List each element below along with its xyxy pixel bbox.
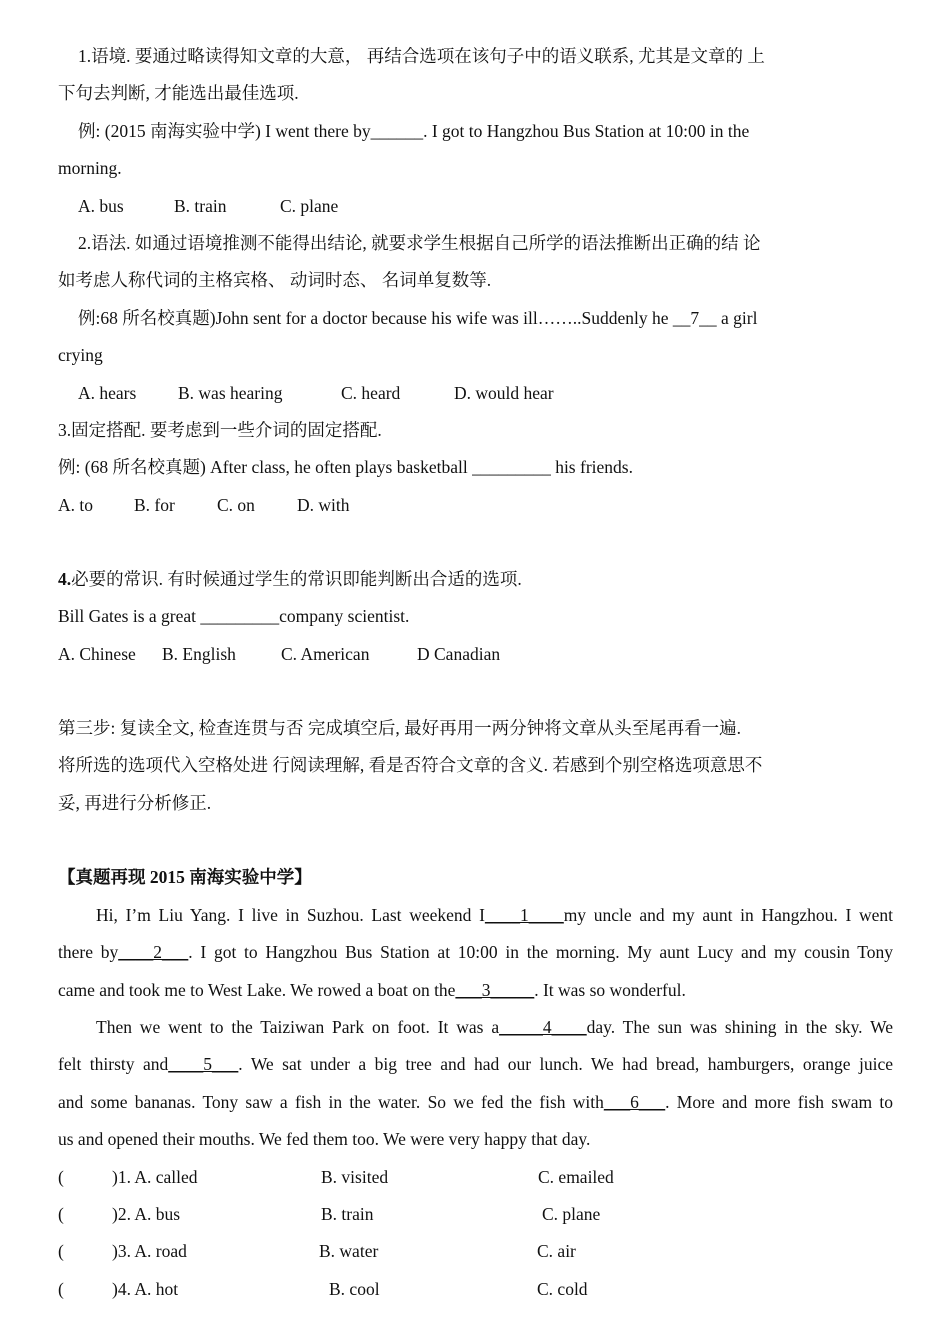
blank-3: ___3_____ bbox=[455, 980, 535, 1000]
s4-option-c: C. American bbox=[281, 644, 370, 664]
s2-option-c: C. heard bbox=[341, 383, 401, 403]
question-2-option-b: B. train bbox=[321, 1204, 374, 1224]
s4-option-a: A. Chinese bbox=[58, 644, 136, 664]
s2-example-cont: crying bbox=[58, 345, 103, 365]
s2-line1: 2.语法. 如通过语境推测不能得出结论, 就要求学生根据自己所学的语法推断出正确的结 论 bbox=[78, 233, 761, 253]
passage-text: and some bananas. Tony saw a fish in the water. So we fed the fish with bbox=[58, 1092, 604, 1112]
passage-text: Hi, I’m Liu Yang. I live in Suzhou. Last weekend I bbox=[96, 905, 485, 925]
s4-option-d: D Canadian bbox=[417, 644, 501, 664]
blank-5: ____5___ bbox=[168, 1054, 239, 1074]
blank-4: _____4____ bbox=[499, 1017, 587, 1037]
s3-option-a: A. to bbox=[58, 495, 93, 515]
question-3-option-c: C. air bbox=[537, 1241, 576, 1261]
s4-text: 必要的常识. 有时候通过学生的常识即能判断出合适的选项. bbox=[71, 569, 522, 589]
passage-p2-line3 bbox=[58, 1091, 893, 1113]
s2-option-d: D. would hear bbox=[454, 383, 554, 403]
step3-line3: 妥, 再进行分析修正. bbox=[58, 793, 212, 813]
question-3-option-b: B. water bbox=[319, 1241, 379, 1261]
passage-text: felt thirsty and bbox=[58, 1054, 169, 1074]
s2-example-blank: __7__ a girl bbox=[672, 308, 758, 328]
s2-example bbox=[78, 307, 757, 329]
question-4-option-a: )4. A. hot bbox=[112, 1279, 179, 1299]
question-2-option-a: )2. A. bus bbox=[112, 1204, 181, 1224]
question-4-paren: ( bbox=[58, 1279, 64, 1299]
s4-number: 4. bbox=[58, 569, 72, 589]
passage-p2-line4: us and opened their mouths. We fed them too. We were very happy that day. bbox=[58, 1129, 591, 1149]
s1-option-a: A. bus bbox=[78, 196, 124, 216]
passage-p1-line1 bbox=[96, 904, 893, 926]
passage-text: day. The sun was shining in the sky. We bbox=[586, 1017, 893, 1037]
question-1-option-c: C. emailed bbox=[538, 1167, 614, 1187]
s3-example: 例: (68 所名校真题) After class, he often plays basketball _________ his friends. bbox=[58, 457, 633, 477]
passage-text: my uncle and my aunt in Hangzhou. I went bbox=[563, 905, 893, 925]
s2-line2: 如考虑人称代词的主格宾格、 动词时态、 名词单复数等. bbox=[58, 270, 492, 290]
question-1-option-a: )1. A. called bbox=[112, 1167, 198, 1187]
step3-line1: 第三步: 复读全文, 检查连贯与否 完成填空后, 最好再用一两分钟将文章从头至尾再看一遍. bbox=[58, 718, 741, 738]
s1-line2: 下句去判断, 才能选出最佳选项. bbox=[58, 83, 299, 103]
s2-example-text: 例:68 所名校真题)John sent for a doctor because his wife was ill……..Suddenly he bbox=[78, 308, 673, 328]
s3-option-d: D. with bbox=[297, 495, 350, 515]
passage-text: . I got to Hangzhou Bus Station at 10:00 in the morning. My aunt Lucy and my cousin Tony bbox=[188, 942, 893, 962]
s1-line1: 1.语境. 要通过略读得知文章的大意， 再结合选项在该句子中的语义联系, 尤其是文章的 上 bbox=[78, 46, 765, 66]
question-2-option-c: C. plane bbox=[542, 1204, 601, 1224]
question-3-paren: ( bbox=[58, 1241, 64, 1261]
blank-1: ____1____ bbox=[484, 905, 564, 925]
s3-line1: 3.固定搭配. 要考虑到一些介词的固定搭配. bbox=[58, 420, 382, 440]
blank-6: ___6___ bbox=[603, 1092, 666, 1112]
s2-option-b: B. was hearing bbox=[178, 383, 283, 403]
blank-2: ____2___ bbox=[118, 942, 189, 962]
passage-text: there by bbox=[58, 942, 119, 962]
passage-text: . It was so wonderful. bbox=[534, 980, 686, 1000]
question-1-option-b: B. visited bbox=[321, 1167, 389, 1187]
passage-p2-line2 bbox=[58, 1053, 893, 1075]
question-1-paren: ( bbox=[58, 1167, 64, 1187]
passage-p1-line2 bbox=[58, 941, 893, 963]
question-4-option-c: C. cold bbox=[537, 1279, 588, 1299]
step3-line2: 将所选的选项代入空格处进 行阅读理解, 看是否符合文章的含义. 若感到个别空格选项意思不 bbox=[58, 755, 763, 775]
passage-text: Then we went to the Taiziwan Park on foot. It was a bbox=[96, 1017, 500, 1037]
s1-option-b: B. train bbox=[174, 196, 227, 216]
question-3-option-a: )3. A. road bbox=[112, 1241, 187, 1261]
s1-example: 例: (2015 南海实验中学) I went there by______. I got to Hangzhou Bus Station at 10:00 in the bbox=[78, 121, 750, 141]
s4-example: Bill Gates is a great _________company scientist. bbox=[58, 606, 410, 626]
passage-text: . More and more fish swam to bbox=[665, 1092, 893, 1112]
question-4-option-b: B. cool bbox=[329, 1279, 380, 1299]
s4-option-b: B. English bbox=[162, 644, 236, 664]
s1-option-c: C. plane bbox=[280, 196, 339, 216]
s3-option-b: B. for bbox=[134, 495, 175, 515]
passage-heading: 【真题再现 2015 南海实验中学】 bbox=[58, 867, 312, 887]
passage-text: came and took me to West Lake. We rowed a boat on the bbox=[58, 980, 456, 1000]
passage-text: . We sat under a big tree and had our lunch. We had bread, hamburgers, orange juice bbox=[238, 1054, 894, 1074]
s4-line1 bbox=[58, 568, 522, 590]
s2-option-a: A. hears bbox=[78, 383, 137, 403]
s3-option-c: C. on bbox=[217, 495, 255, 515]
s1-example-cont: morning. bbox=[58, 158, 122, 178]
passage-p1-line3 bbox=[58, 979, 686, 1001]
passage-p2-line1 bbox=[96, 1016, 893, 1038]
question-2-paren: ( bbox=[58, 1204, 64, 1224]
